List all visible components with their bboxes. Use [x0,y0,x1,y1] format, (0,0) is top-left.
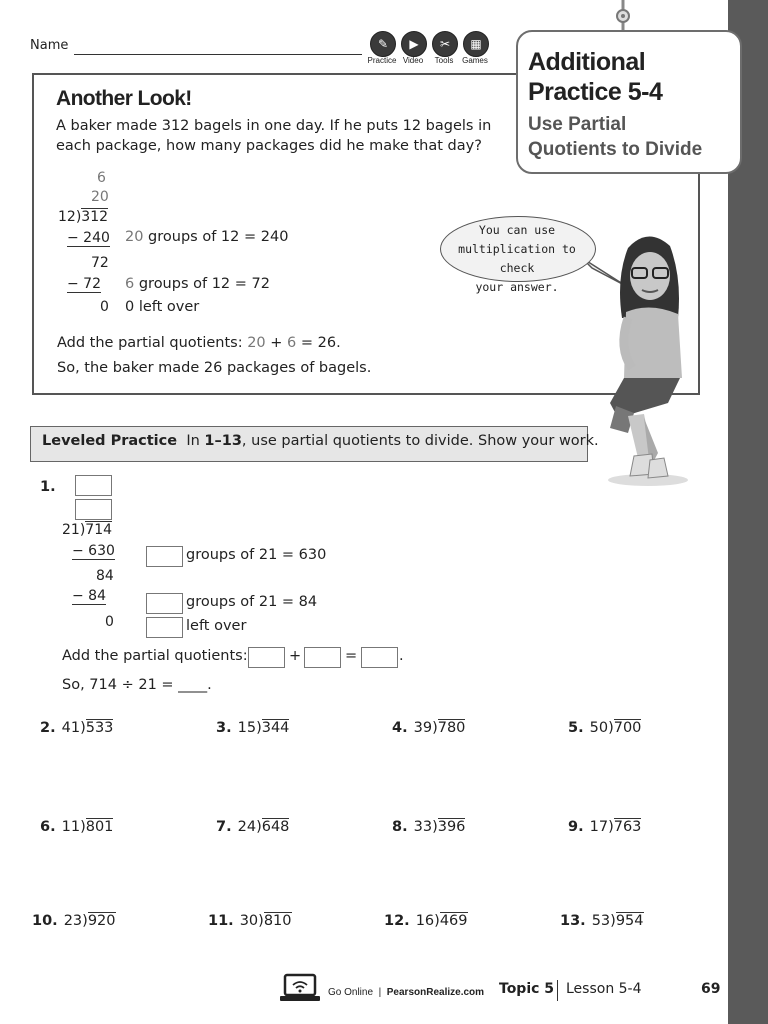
example-conclusion: So, the baker made 26 packages of bagels. [57,360,372,376]
p6-dividend: 801 [85,819,114,835]
sum-mid: + [265,335,288,351]
p7-number: 7. [216,819,232,835]
p13-number: 13. [560,913,586,929]
example-division: 12)312 [58,209,109,225]
p9-dividend: 763 [613,819,642,835]
footer-sep-1: | [378,987,382,998]
p11-divisor: 30 [239,913,259,929]
p1-so-text: So, 714 ÷ 21 = [62,677,179,693]
p1-rem-1: 84 [96,568,114,584]
example-note-3: 0 left over [125,299,200,315]
p1-note-1: groups of 21 = 630 [186,547,327,563]
sum-b: 6 [287,335,297,351]
leveled-practice-instructions [42,433,599,449]
problem-3: 3. 15)344 [216,720,290,736]
p6-divisor: 11 [61,819,81,835]
p12-number: 12. [384,913,410,929]
p3-number: 3. [216,720,232,736]
note1-num: 20 [125,229,144,245]
p1-groups-box-1[interactable] [146,546,183,567]
p1-rem-2: 0 [105,614,114,630]
example-note-1 [125,229,288,245]
instr-pre: In [186,433,205,449]
bubble-line-2: multiplication to check [458,242,576,275]
note2-text: groups of 12 = 72 [134,276,270,292]
problem-8: 8. 33)396 [392,819,466,835]
speech-bubble-text [440,221,594,297]
example-sub-1: − 240 [67,230,110,246]
games-icon[interactable]: ▦ [463,31,489,57]
p1-sum-box-1[interactable] [248,647,285,668]
tools-icon[interactable]: ✂ [432,31,458,57]
p1-answer [62,677,212,693]
problem-1-number: 1. [40,479,56,495]
example-dividend: 312 [81,209,109,225]
p3-dividend: 344 [261,720,290,736]
page-number: 69 [701,981,721,997]
problem-5: 5. 50)700 [568,720,642,736]
p13-dividend: 954 [615,913,644,929]
example-divisor: 12 [58,209,76,225]
p4-dividend: 780 [437,720,466,736]
p9-number: 9. [568,819,584,835]
problem-2: 2. 41)533 [40,720,114,736]
p12-dividend: 469 [439,913,468,929]
example-note-2 [125,276,270,292]
p5-dividend: 700 [613,720,642,736]
p10-divisor: 23 [63,913,83,929]
p1-sum-box-2[interactable] [304,647,341,668]
problem-11: 11. 30)810 [208,913,292,929]
example-problem: A baker made 312 bagels in one day. If he puts 12 bagels in each package, how many packages did he make that day? [56,118,492,154]
problem-13: 13. 53)954 [560,913,644,929]
subtitle-line-1: Use Partial [528,114,627,135]
p10-number: 10. [32,913,58,929]
another-look-heading: Another Look! [56,87,192,110]
p1-quotient-box-1[interactable] [75,475,112,496]
p3-divisor: 15 [237,720,257,736]
p11-dividend: 810 [263,913,292,929]
p1-quotient-box-2[interactable] [75,499,112,520]
bubble-line-3: your answer. [475,280,559,294]
p1-answer-blank[interactable]: ____ [178,677,208,693]
example-sub-2: − 72 [67,276,101,292]
problem-6: 6. 11)801 [40,819,114,835]
problem-10: 10. 23)920 [32,913,116,929]
p1-sum-label: Add the partial quotients: [62,648,248,664]
partial-quotient-6: 6 [97,170,106,186]
problem-7: 7. 24)648 [216,819,290,835]
practice-label: Practice [367,56,397,65]
p1-sum-box-3[interactable] [361,647,398,668]
go-online-label: Go Online [328,987,374,998]
video-label: Video [402,56,424,65]
leveled-label: Leveled Practice [42,433,178,449]
example-sum [57,335,341,351]
site-link[interactable]: PearsonRealize.com [386,987,485,998]
example-rem-1: 72 [91,255,109,271]
sum-a: 20 [247,335,266,351]
practice-icon[interactable]: ✎ [370,31,396,57]
partial-quotient-20: 20 [91,189,109,205]
girl-character-illustration [598,228,698,488]
name-line[interactable] [74,54,362,55]
games-label: Games [462,56,488,65]
video-icon[interactable]: ▶ [401,31,427,57]
sum-pre: Add the partial quotients: [57,335,248,351]
p1-divisor: 21 [62,522,80,538]
tools-label: Tools [434,56,454,65]
subtitle-line-2: Quotients to Divide [528,139,703,160]
p1-plus: + [289,648,302,664]
p13-divisor: 53 [591,913,611,929]
p7-divisor: 24 [237,819,257,835]
p4-number: 4. [392,720,408,736]
p7-dividend: 648 [261,819,290,835]
p2-number: 2. [40,720,56,736]
p1-note-3: left over [186,618,247,634]
laptop-wifi-icon [279,973,321,1003]
note2-num: 6 [125,276,135,292]
p8-divisor: 33 [413,819,433,835]
p8-number: 8. [392,819,408,835]
p2-divisor: 41 [61,720,81,736]
p2-dividend: 533 [85,720,114,736]
problem-9: 9. 17)763 [568,819,642,835]
title-line-1: Additional [528,48,646,76]
note1-text: groups of 12 = 240 [143,229,289,245]
example-rem-2: 0 [100,299,109,315]
p1-dot: . [399,648,404,664]
p1-end: . [207,677,212,693]
p4-divisor: 39 [413,720,433,736]
p8-dividend: 396 [437,819,466,835]
p9-divisor: 17 [589,819,609,835]
p5-divisor: 50 [589,720,609,736]
bubble-line-1: You can use [478,223,556,237]
p12-divisor: 16 [415,913,435,929]
p1-note-2: groups of 21 = 84 [186,594,318,610]
instr-post: , use partial quotients to divide. Show your work. [241,433,599,449]
p1-leftover-box[interactable] [146,617,183,638]
p1-groups-box-2[interactable] [146,593,183,614]
topic-label: Topic 5 [499,981,555,997]
p1-dividend: 714 [85,522,113,538]
name-label: Name [30,38,69,53]
lesson-label: Lesson 5-4 [566,981,642,997]
p10-dividend: 920 [87,913,116,929]
title-line-2: Practice 5-4 [528,78,663,106]
p1-division: 21)714 [62,522,113,538]
p1-sub-2: − 84 [72,588,106,604]
instr-range: 1–13 [204,433,242,449]
problem-12: 12. 16)469 [384,913,468,929]
p1-sub-1: − 630 [72,543,115,559]
p5-number: 5. [568,720,584,736]
lesson-subtitle [528,112,702,162]
go-online-text [328,987,484,998]
p6-number: 6. [40,819,56,835]
footer-divider [557,980,558,1001]
p11-number: 11. [208,913,234,929]
problem-4: 4. 39)780 [392,720,466,736]
sum-post: = 26. [296,335,341,351]
p1-equals: = [345,648,358,664]
